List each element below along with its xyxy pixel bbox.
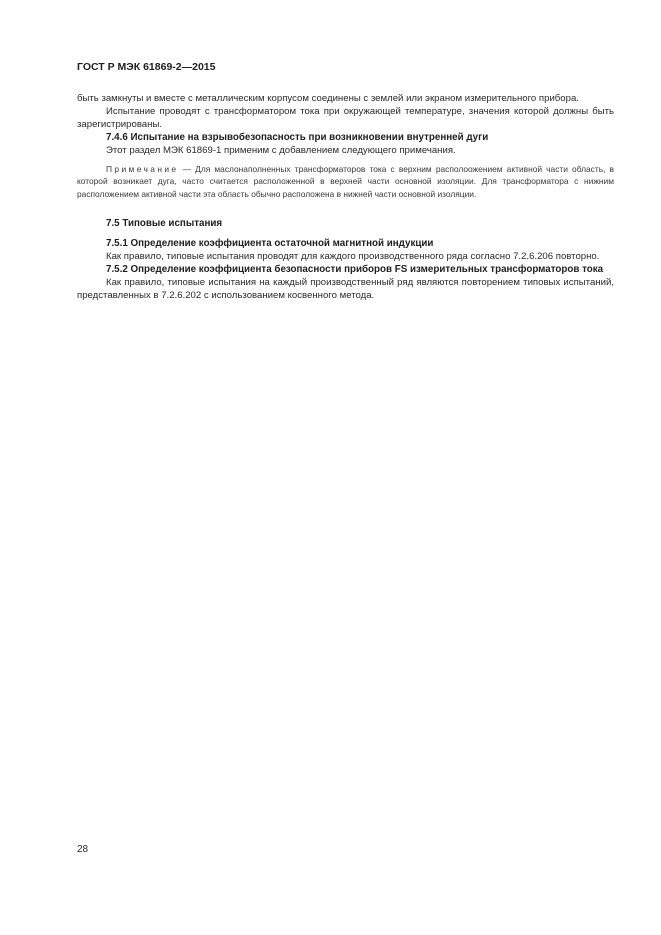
document-header: ГОСТ Р МЭК 61869-2—2015: [77, 61, 216, 73]
note: [77, 163, 614, 200]
note-dash: —: [178, 164, 196, 174]
paragraph: Испытание проводят с трансформатором тока при окружающей температуре, значения которой должны быть зарегистрированы.: [77, 106, 614, 130]
page-number: 28: [77, 844, 89, 855]
section-heading-7-5-2: 7.5.2 Определение коэффициента безопасности приборов FS измерительных трансформаторов тока: [106, 263, 604, 275]
section-heading-7-4-6: 7.4.6 Испытание на взрывобезопасность при возникновении внутренней дуги: [106, 132, 489, 143]
paragraph: Как правило, типовые испытания проводят для каждого производственного ряда согласно 7.2.6.206 повторно.: [106, 250, 600, 262]
section-heading-7-5: 7.5 Типовые испытания: [106, 217, 223, 229]
document-body: [77, 92, 614, 302]
paragraph: быть замкнуты и вместе с металлическим корпусом соединены с землей или экраном измерительного прибора.: [77, 93, 579, 104]
paragraph: Как правило, типовые испытания на каждый производственный ряд являются повторением типовых испытаний, представленных в 7.2.6.202 с использованием косвенного метода.: [77, 276, 614, 301]
note-text: Для маслонаполненных трансформаторов тока с верхним располоожением активной части область, в которой возникает дуга, часто считается расположенной в верхней части основной изоляции. Для трансформатора с нижним расположением активной части эта область обычно расположена в нижней части основной изоляции.: [77, 164, 614, 199]
section-heading-7-5-1: 7.5.1 Определение коэффициента остаточной магнитной индукции: [106, 237, 434, 249]
paragraph: Этот раздел МЭК 61869-1 применим с добавлением следующего примечания.: [106, 145, 456, 156]
note-label: Примечание: [106, 164, 179, 174]
